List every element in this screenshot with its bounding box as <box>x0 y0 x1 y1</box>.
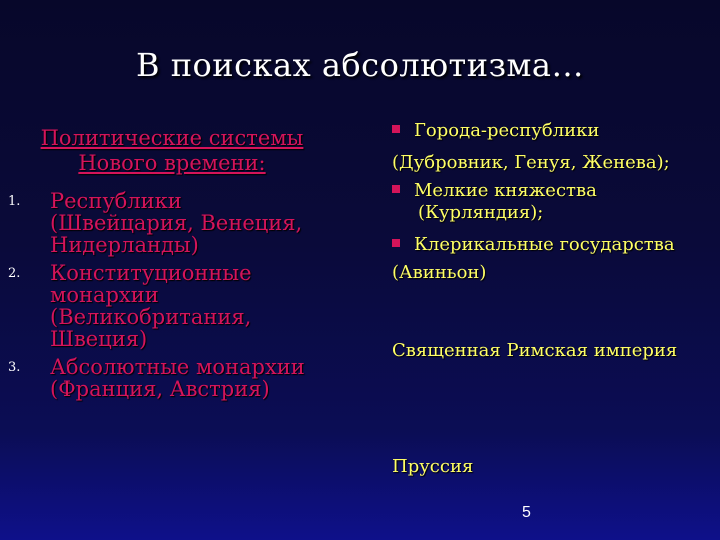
list-item-line: Нидерланды) <box>50 233 199 257</box>
left-heading <box>14 126 330 176</box>
list-item-line: (Великобритания, <box>50 305 252 329</box>
bullet-text: Города-республики <box>414 120 600 141</box>
left-heading-line1: Политические системы <box>40 126 304 150</box>
bullet-clerical-cont: (Авиньон) <box>392 262 487 283</box>
bullet-clerical <box>392 234 675 256</box>
holy-roman-empire: Священная Римская империя <box>392 340 678 361</box>
bullet-city-republics-cont: (Дубровник, Генуя, Женева); <box>392 152 670 173</box>
page-number: 5 <box>522 504 531 521</box>
prussia: Пруссия <box>392 456 474 477</box>
square-bullet-icon <box>392 185 400 193</box>
square-bullet-icon <box>392 125 400 133</box>
list-item-line: Абсолютные монархии <box>50 355 305 379</box>
list-item-republics <box>0 190 340 256</box>
list-number: 1. <box>8 194 21 209</box>
list-item-line: Конституционные <box>50 261 252 285</box>
slide-title: В поисках абсолютизма… <box>136 46 584 84</box>
bullet-principalities-cont: (Курляндия); <box>418 202 544 223</box>
left-heading-line2: Нового времени: <box>78 151 266 175</box>
list-item-line: (Швейцария, Венеция, <box>50 211 303 235</box>
list-number: 2. <box>8 266 21 281</box>
bullet-text: Мелкие княжества <box>414 180 597 201</box>
list-item-line: Республики <box>50 189 182 213</box>
bullet-principalities <box>392 180 597 202</box>
list-item-line: монархии <box>50 283 159 307</box>
bullet-text: Клерикальные государства <box>414 234 675 255</box>
bullet-city-republics <box>392 120 599 142</box>
list-item-constitutional <box>0 262 340 350</box>
political-systems-list <box>0 190 340 400</box>
list-item-line: Швеция) <box>50 327 148 351</box>
list-item-line: (Франция, Австрия) <box>50 377 270 401</box>
list-number: 3. <box>8 360 21 375</box>
square-bullet-icon <box>392 239 400 247</box>
list-item-absolute <box>0 356 340 400</box>
